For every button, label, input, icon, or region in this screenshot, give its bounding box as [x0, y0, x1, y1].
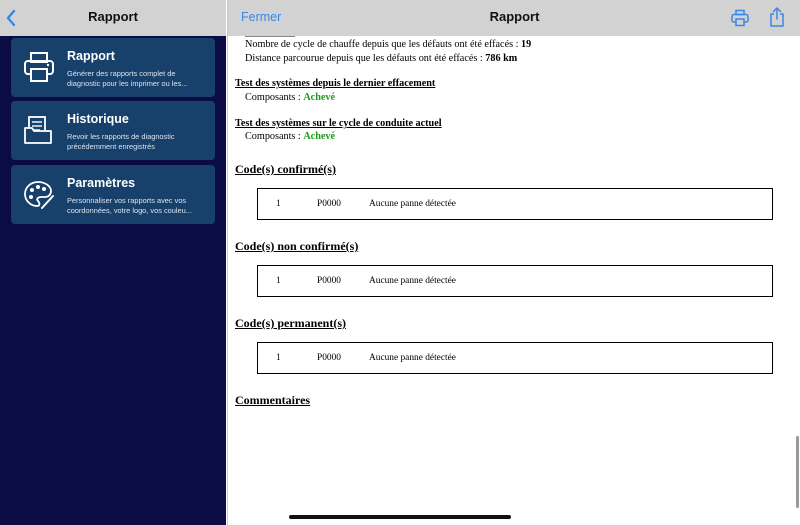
code-value: P0000 [317, 276, 341, 286]
code-description: Aucune panne détectée [369, 353, 456, 363]
card-title: Historique [67, 112, 129, 126]
components-line-1 [245, 92, 335, 103]
components-label: Composants : [245, 131, 301, 142]
document-stack-icon [23, 113, 55, 147]
home-indicator[interactable] [289, 515, 511, 519]
distance-label: Distance parcourue depuis que les défauts ont été effacés : [245, 53, 483, 64]
tests-since-clear-heading: Test des systèmes depuis le dernier effacement [235, 78, 436, 89]
distance-value: 786 km [485, 53, 518, 64]
warmup-cycles-label: Nombre de cycle de chauffe depuis que les défauts ont été effacés : [245, 39, 519, 50]
printer-icon [23, 50, 55, 84]
sidebar-card-historique[interactable] [11, 101, 215, 160]
code-value: P0000 [317, 353, 341, 363]
confirmed-codes-heading: Code(s) confirmé(s) [235, 162, 336, 176]
sidebar [0, 0, 226, 525]
tests-current-cycle-heading: Test des systèmes sur le cycle de conduite actuel [235, 118, 442, 129]
code-description: Aucune panne détectée [369, 199, 456, 209]
distance-line [245, 53, 517, 64]
code-index: 1 [276, 276, 281, 286]
palette-icon [23, 177, 55, 211]
code-description: Aucune panne détectée [369, 276, 456, 286]
comments-heading: Commentaires [235, 393, 311, 407]
components-line-2 [245, 131, 335, 142]
sidebar-navigation-bar [0, 0, 226, 36]
permanent-codes-table [257, 342, 773, 374]
code-index: 1 [276, 199, 281, 209]
unconfirmed-codes-table [257, 265, 773, 297]
vertical-scrollbar[interactable] [796, 436, 799, 508]
report-navigation-bar [228, 0, 800, 36]
card-title: Rapport [67, 49, 115, 63]
unconfirmed-codes-heading: Code(s) non confirmé(s) [235, 239, 359, 253]
report-pane [227, 0, 800, 525]
warmup-cycles-line [245, 39, 531, 50]
share-icon[interactable] [769, 6, 785, 28]
print-icon[interactable] [731, 9, 749, 27]
warmup-cycles-value: 19 [520, 39, 532, 50]
permanent-codes-heading: Code(s) permanent(s) [235, 316, 346, 330]
components-status: Achevé [303, 92, 335, 103]
sidebar-title: Rapport [88, 9, 138, 24]
sidebar-card-rapport[interactable] [11, 38, 215, 97]
confirmed-codes-table [257, 188, 773, 220]
card-description: Personnaliser vos rapports avec vos coordonnées, votre logo, vos couleu... [67, 196, 192, 215]
sidebar-card-parametres[interactable] [11, 165, 215, 224]
code-index: 1 [276, 353, 281, 363]
card-description: Générer des rapports complet de diagnostic pour les imprimer ou les... [67, 69, 188, 88]
code-value: P0000 [317, 199, 341, 209]
card-title: Paramètres [67, 176, 136, 190]
components-status: Achevé [303, 131, 335, 142]
close-button[interactable]: Fermer [241, 10, 282, 24]
card-description: Revoir les rapports de diagnostic précédemment enregistrés [67, 132, 175, 151]
page-title: Rapport [489, 9, 540, 24]
components-label: Composants : [245, 92, 301, 103]
